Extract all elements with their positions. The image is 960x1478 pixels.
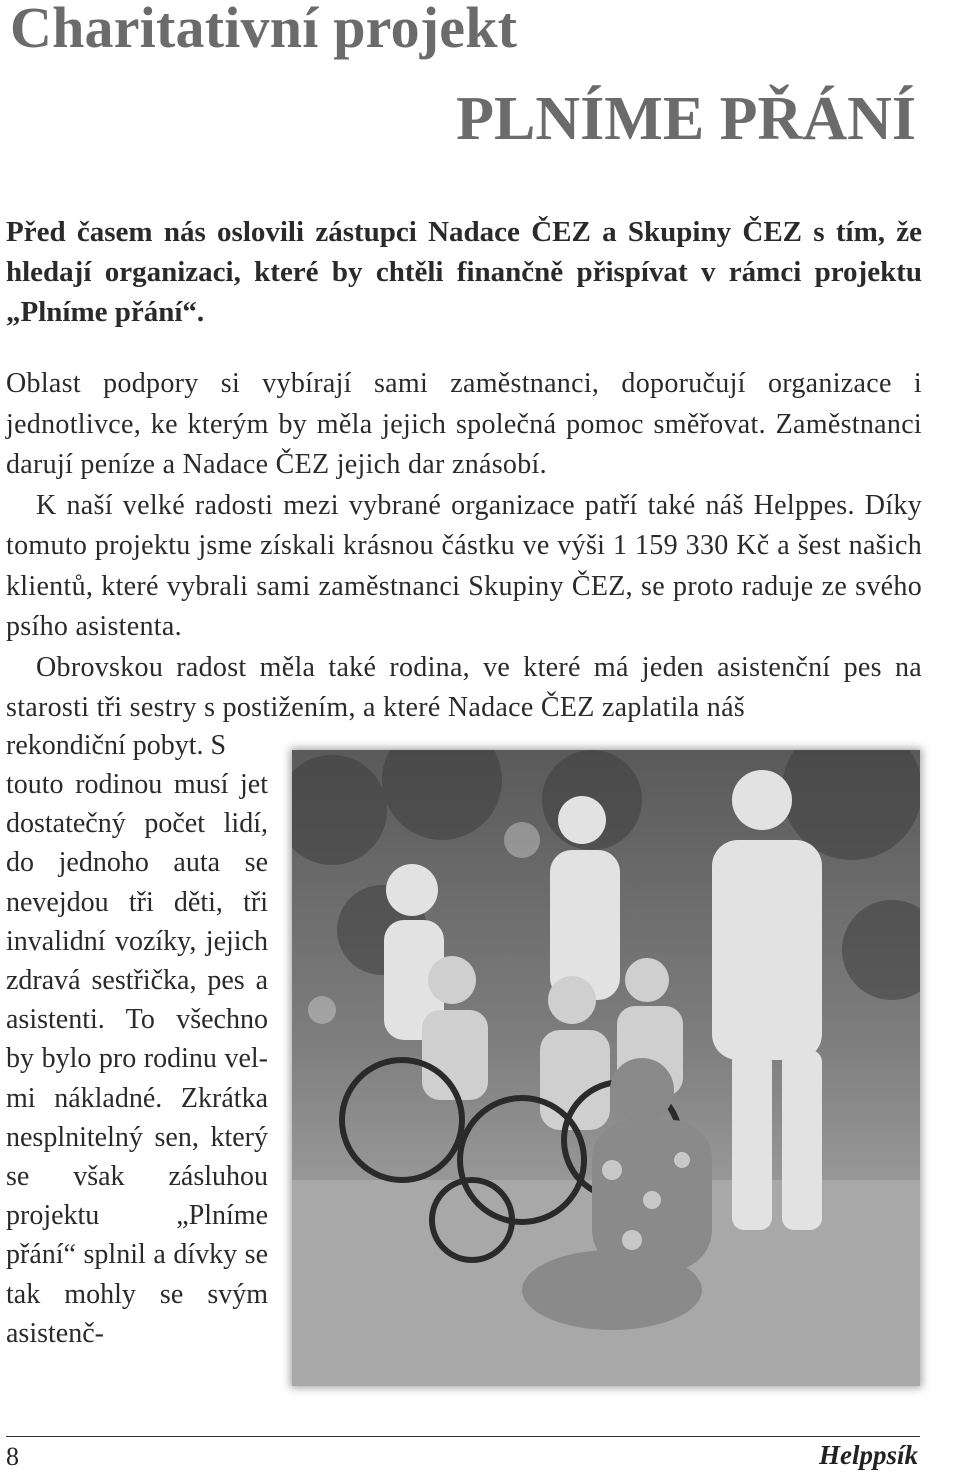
magazine-name: Helppsík (819, 1440, 918, 1470)
body-paragraph-1: Oblast podpory si vybírají sami zaměstnanci, doporučují organizace i jednotlivce, ke kterým by měla jejich společná pomoc směřovat. Zaměstnanci darují peníze a Nadace ČEZ jejich dar znásobí. (6, 368, 922, 480)
page-number: 8 (6, 1442, 19, 1471)
article-body (6, 364, 922, 729)
body-paragraph-3-continuation: rekondiční pobyt. S (6, 730, 227, 761)
body-paragraph-3: Obrovskou radost měla také rodina, ve které má jeden asistenční pes na starosti tři sestry s postižením, a které Nadace ČEZ zaplatila náš (6, 651, 922, 723)
lead-paragraph: Před časem nás oslovili zástupci Nadace ČEZ a Skupiny ČEZ s tím, že hledají organizaci, které by chtěli finančně přispívat v rámci projektu „Plníme přání“. (6, 216, 922, 328)
body-paragraph-3-column: touto rodinou musí jet dostatečný počet lidí, do jednoho auta se nevejdou tři děti, tři invalidní vozíky, jejich zdravá sestřička, pes a asistenti. To všechno by bylo pro rodinu velmi nákladné. Zkrátka nesplnitelný sen, který se však zásluhou projektu „Plníme přání“ splnil a dívky se tak mohly se svým asistenč- (6, 769, 268, 1349)
footer-rule (6, 1436, 920, 1437)
article-subtitle: PLNÍME PŘÁNÍ (456, 85, 916, 153)
family-photo-illustration (292, 750, 920, 1386)
article-title: Charitativní projekt (10, 0, 518, 60)
family-photo (292, 750, 920, 1386)
body-paragraph-2: K naší velké radosti mezi vybrané organizace patří také náš Helppes. Díky tomuto projektu jsme získali krásnou částku ve výši 1 159 330 Kč a šest našich klientů, které vybrali sami zaměstnanci Skupiny ČEZ, se proto raduje ze svého psího asistenta. (6, 489, 922, 642)
